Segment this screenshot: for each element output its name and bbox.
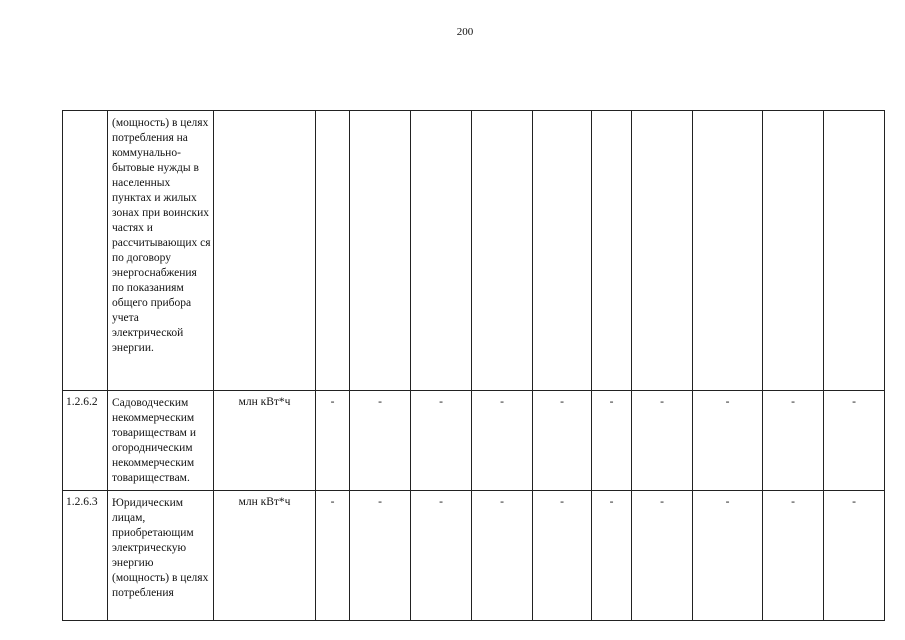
table-row [63,491,885,621]
value-cell: - [472,391,533,491]
value-cell: - [632,491,693,621]
value-cell [472,111,533,391]
value-cell: - [350,491,411,621]
value-cell [824,111,885,391]
row-unit: млн кВт*ч [214,491,316,621]
value-cell [411,111,472,391]
row-code: 1.2.6.2 [63,391,108,491]
value-cell: - [350,391,411,491]
value-cell: - [472,491,533,621]
row-unit: млн кВт*ч [214,391,316,491]
value-cell: - [592,391,632,491]
value-cell: - [824,391,885,491]
value-cell: - [632,391,693,491]
table-row [63,391,885,491]
value-cell [693,111,763,391]
value-cell: - [824,491,885,621]
value-cell [533,111,592,391]
row-code [63,111,108,391]
value-cell: - [763,391,824,491]
value-cell [350,111,411,391]
row-name: Юридическим лицам, приобретающим электрическую энергию (мощность) в целях потребления [108,491,214,621]
value-cell: - [592,491,632,621]
row-name: (мощность) в целях потребления на коммунально-бытовые нужды в населенных пунктах и жилых зонах при воинских частях и рассчитывающих ся по договору энергоснабжения по показаниям общего прибора учета электрической энергии. [108,111,214,391]
value-cell: - [411,491,472,621]
row-code: 1.2.6.3 [63,491,108,621]
data-table [62,110,885,621]
value-cell: - [411,391,472,491]
row-unit [214,111,316,391]
value-cell [763,111,824,391]
value-cell [632,111,693,391]
value-cell: - [316,491,350,621]
value-cell: - [693,491,763,621]
value-cell: - [693,391,763,491]
value-cell: - [316,391,350,491]
value-cell: - [533,391,592,491]
table-row [63,111,885,391]
page-number: 200 [456,26,474,38]
value-cell [316,111,350,391]
value-cell: - [763,491,824,621]
row-name: Садоводческим некоммерческим товариществам и огородническим некоммерческим товариществам. [108,391,214,491]
value-cell: - [533,491,592,621]
value-cell [592,111,632,391]
